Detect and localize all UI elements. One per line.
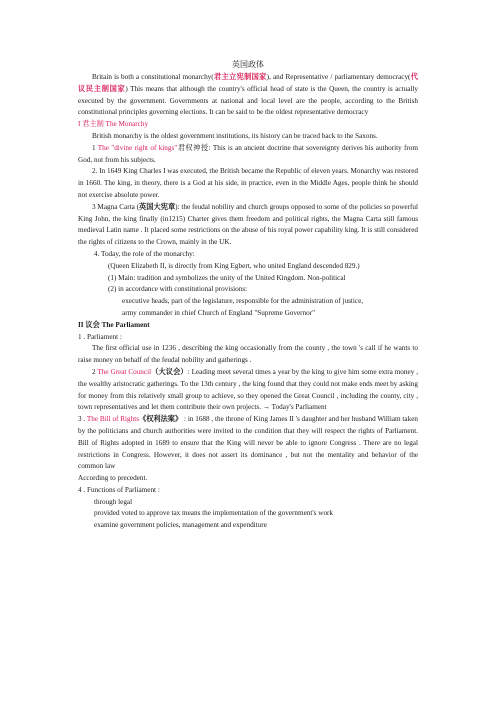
list-item: 4. Today, the role of the monarchy: xyxy=(94,249,195,258)
paragraph-text: ): the feudal nobility and church groups opposed to some of the policies so powerful King John, the king finally (in1215) Charter gives them freedom and political rights, the Magna Carta still famous medieval Latin name . It placed some restrictions on the abuse of his royal power capability king. It is still considered the rights of citizens to the Crown, mainly in the UK. xyxy=(78,202,418,247)
intro-text: ), and Representative / parliamentary democracy( xyxy=(266,73,411,81)
magna-carta-highlight: 英国大宪章 xyxy=(139,202,176,211)
parliament-paragraph: According to precedent. xyxy=(78,474,148,483)
list-item: examine government policies, management and expenditure xyxy=(94,521,267,530)
intro-highlight: 君主立宪制国家 xyxy=(213,73,267,81)
bill-of-rights-highlight: The Bill of Rights xyxy=(86,415,140,424)
intro-text: Britain is both a constitutional monarchy( xyxy=(92,73,214,81)
document-body xyxy=(78,72,418,532)
great-council-highlight: The Great Council xyxy=(97,367,152,376)
paragraph-text: : Leading meet several times a year by the king to give him some extra money , the wealthy aristocratic gatherings. To the 13th century , the king found that they could not make ends meet by asking for money from this relatively small group to achieve, so they opened the Great Council , including the county, city , town representatives and let them contribute their own projects. → Today's Parliament xyxy=(78,367,418,412)
great-council-chinese: （大议会） xyxy=(151,367,188,376)
section-heading-monarchy: I 君主制 The Monarchy xyxy=(78,120,149,129)
monarchy-paragraph xyxy=(78,202,418,249)
parliament-paragraph: The first official use in 1236 , describing the king occasionally from the county , the town 's call if he wants to raise money on behalf of the feudal nobility and gatherings . xyxy=(78,344,418,365)
list-item: executive heads, part of the legislature, responsible for the administration of justice, xyxy=(122,297,364,306)
intro-paragraph xyxy=(78,72,418,119)
section-heading-parliament: II 议会 The Parliament xyxy=(78,320,150,329)
paragraph-text: 3 Magna Carta ( xyxy=(92,202,140,211)
parliament-paragraph: 4 . Functions of Parliament : xyxy=(78,485,160,494)
list-item: through legal xyxy=(94,497,133,506)
paragraph-text: 2 xyxy=(92,367,98,376)
list-item: (Queen Elizabeth II, is directly from King Egbert, who united England descended 829.) xyxy=(108,261,360,270)
parliament-paragraph xyxy=(78,367,418,414)
paragraph-text: 3 . xyxy=(78,415,87,424)
document-title: 英国政体 xyxy=(232,60,264,69)
paragraph-text: 君权神授: This is an ancient doctrine that sovereignty derives his authority from God, not from his subjects. xyxy=(78,143,418,164)
parliament-paragraph: 1 . Parliament : xyxy=(78,332,122,341)
bill-of-rights-chinese: 《权利法案》 xyxy=(139,415,183,424)
intro-highlight: 代议民主制国家 xyxy=(78,73,418,93)
list-item: army commander in chief Church of England "Supreme Governor" xyxy=(122,308,316,317)
list-item: provided voted to approve tax means the implementation of the government's work xyxy=(94,509,334,518)
monarchy-paragraph: British monarchy is the oldest government institutions, its history can be traced back to the Saxons. xyxy=(92,131,378,140)
monarchy-paragraph xyxy=(78,143,418,167)
intro-text: ) This means that although the country's official head of state is the Queen, the country is actually executed by the government. Governments at national and local level are the people, according to the British constitutional principles governing elections. It can be said to be the oldest representative democracy xyxy=(78,84,418,117)
paragraph-text: : in 1688 , the throne of King James II 's daughter and her husband William taken by the politicians and church authorities were invited to the condition that they will respect the rights of Parliament. Bill of Rights adopted in 1689 to ensure that the King will never be able to ignore Congress . There are no legal restrictions in Congress. However, it does not assert its dominance , but not the mentality and behavior of the common law xyxy=(78,415,418,471)
monarchy-paragraph: 2. In 1649 King Charles I was executed, the British became the Republic of eleven years. Monarchy was restored in 1660. The king, in theory, there is a God at his side, in practice, even in the Middle Ages, people think he should not exercise absolute power. xyxy=(78,167,418,199)
list-item: (2) in accordance with constitutional provisions: xyxy=(108,285,248,294)
parliament-paragraph xyxy=(78,414,418,473)
divine-right-highlight: The "divine right of kings" xyxy=(97,143,178,152)
paragraph-text: 1 xyxy=(92,143,98,152)
list-item: (1) Main: tradition and symbolizes the unity of the United Kingdom. Non-political xyxy=(108,273,346,282)
